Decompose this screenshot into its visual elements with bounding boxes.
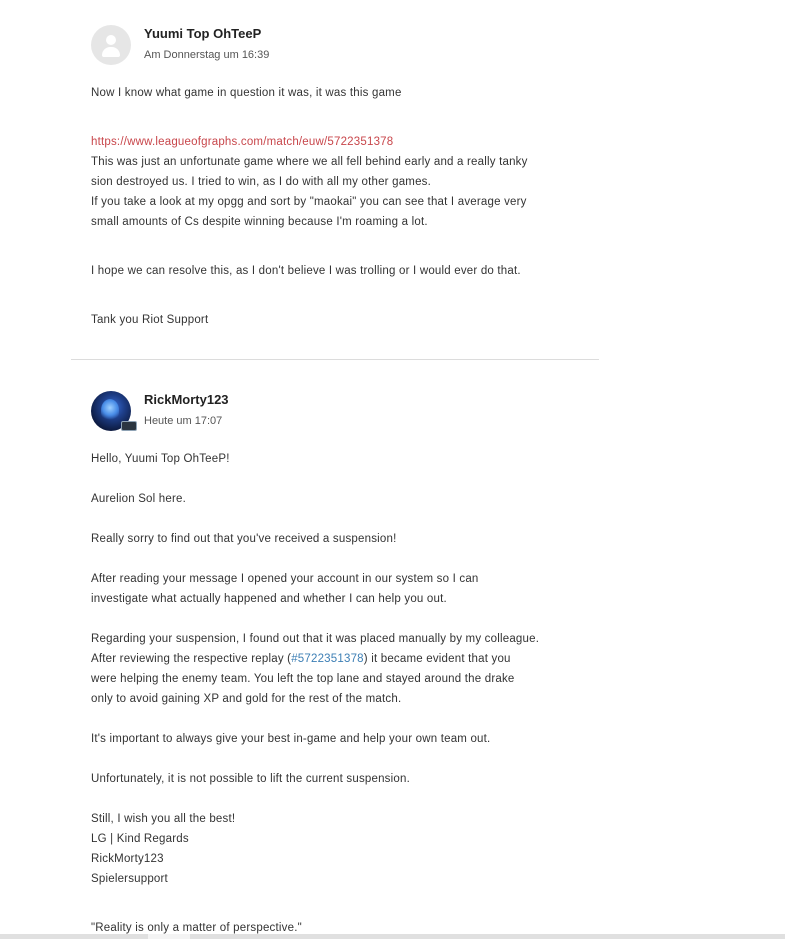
body-paragraph: Really sorry to find out that you've received a suspension! xyxy=(91,533,397,545)
avatar-glow-shape xyxy=(101,399,119,421)
comment-body xyxy=(91,83,591,330)
replay-link[interactable]: #5722351378 xyxy=(291,653,364,665)
body-line: investigate what actually happened and whether I can help you out. xyxy=(91,593,447,605)
comment-author[interactable]: RickMorty123 xyxy=(144,392,229,407)
comment-header xyxy=(91,25,591,67)
comment-header xyxy=(91,391,591,433)
comment-body xyxy=(91,449,591,938)
signature-line: Spielersupport xyxy=(91,873,168,885)
signature-line: RickMorty123 xyxy=(91,853,164,865)
body-line xyxy=(91,649,591,669)
comment-divider xyxy=(71,359,599,360)
comment-meta xyxy=(144,25,269,62)
body-line: If you take a look at my opgg and sort by "maokai" you can see that I average very xyxy=(91,196,527,208)
body-line: Regarding your suspension, I found out that it was placed manually by my colleague. xyxy=(91,633,540,645)
body-paragraph: Unfortunately, it is not possible to lift the current suspension. xyxy=(91,773,410,785)
body-paragraph: I hope we can resolve this, as I don't believe I was trolling or I would ever do that. xyxy=(91,265,521,277)
body-line: small amounts of Cs despite winning because I'm roaming a lot. xyxy=(91,216,428,228)
body-paragraph: Tank you Riot Support xyxy=(91,314,209,326)
body-text-fragment: ) it became evident that you xyxy=(363,653,511,665)
comment-date: Am Donnerstag um 16:39 xyxy=(144,49,270,61)
body-line: After reading your message I opened your account in our system so I can xyxy=(91,573,479,585)
body-text-fragment: After reviewing the respective replay ( xyxy=(91,653,292,665)
comment-author[interactable]: Yuumi Top OhTeeP xyxy=(144,26,262,41)
scrollbar-thumb[interactable] xyxy=(148,934,190,939)
body-paragraph: It's important to always give your best in-game and help your own team out. xyxy=(91,733,491,745)
comment-meta xyxy=(144,391,229,428)
signature-line: LG | Kind Regards xyxy=(91,833,189,845)
body-line: were helping the enemy team. You left the top lane and stayed around the drake xyxy=(91,673,515,685)
champion-avatar-image[interactable] xyxy=(91,391,131,431)
match-link-line xyxy=(91,132,591,152)
comment-yuumi xyxy=(91,25,591,67)
body-paragraph: Aurelion Sol here. xyxy=(91,493,187,505)
user-body-shape xyxy=(102,47,120,57)
rank-badge-icon xyxy=(121,421,137,431)
body-line: sion destroyed us. I tried to win, as I do with all my other games. xyxy=(91,176,432,188)
body-paragraph: Hello, Yuumi Top OhTeeP! xyxy=(91,453,230,465)
comment-rickmorty xyxy=(91,391,591,433)
body-paragraph: Now I know what game in question it was, it was this game xyxy=(91,87,402,99)
default-user-icon[interactable] xyxy=(91,25,131,65)
signature-line: Still, I wish you all the best! xyxy=(91,813,236,825)
comment-date: Heute um 17:07 xyxy=(144,415,223,427)
signature-quote: "Reality is only a matter of perspective." xyxy=(91,922,302,934)
match-link[interactable]: https://www.leagueofgraphs.com/match/euw/5722351378 xyxy=(91,136,394,148)
user-head-shape xyxy=(106,35,116,45)
body-line: only to avoid gaining XP and gold for the rest of the match. xyxy=(91,693,402,705)
horizontal-scrollbar[interactable] xyxy=(0,934,785,939)
body-line: This was just an unfortunate game where we all fell behind early and a really tanky xyxy=(91,156,528,168)
